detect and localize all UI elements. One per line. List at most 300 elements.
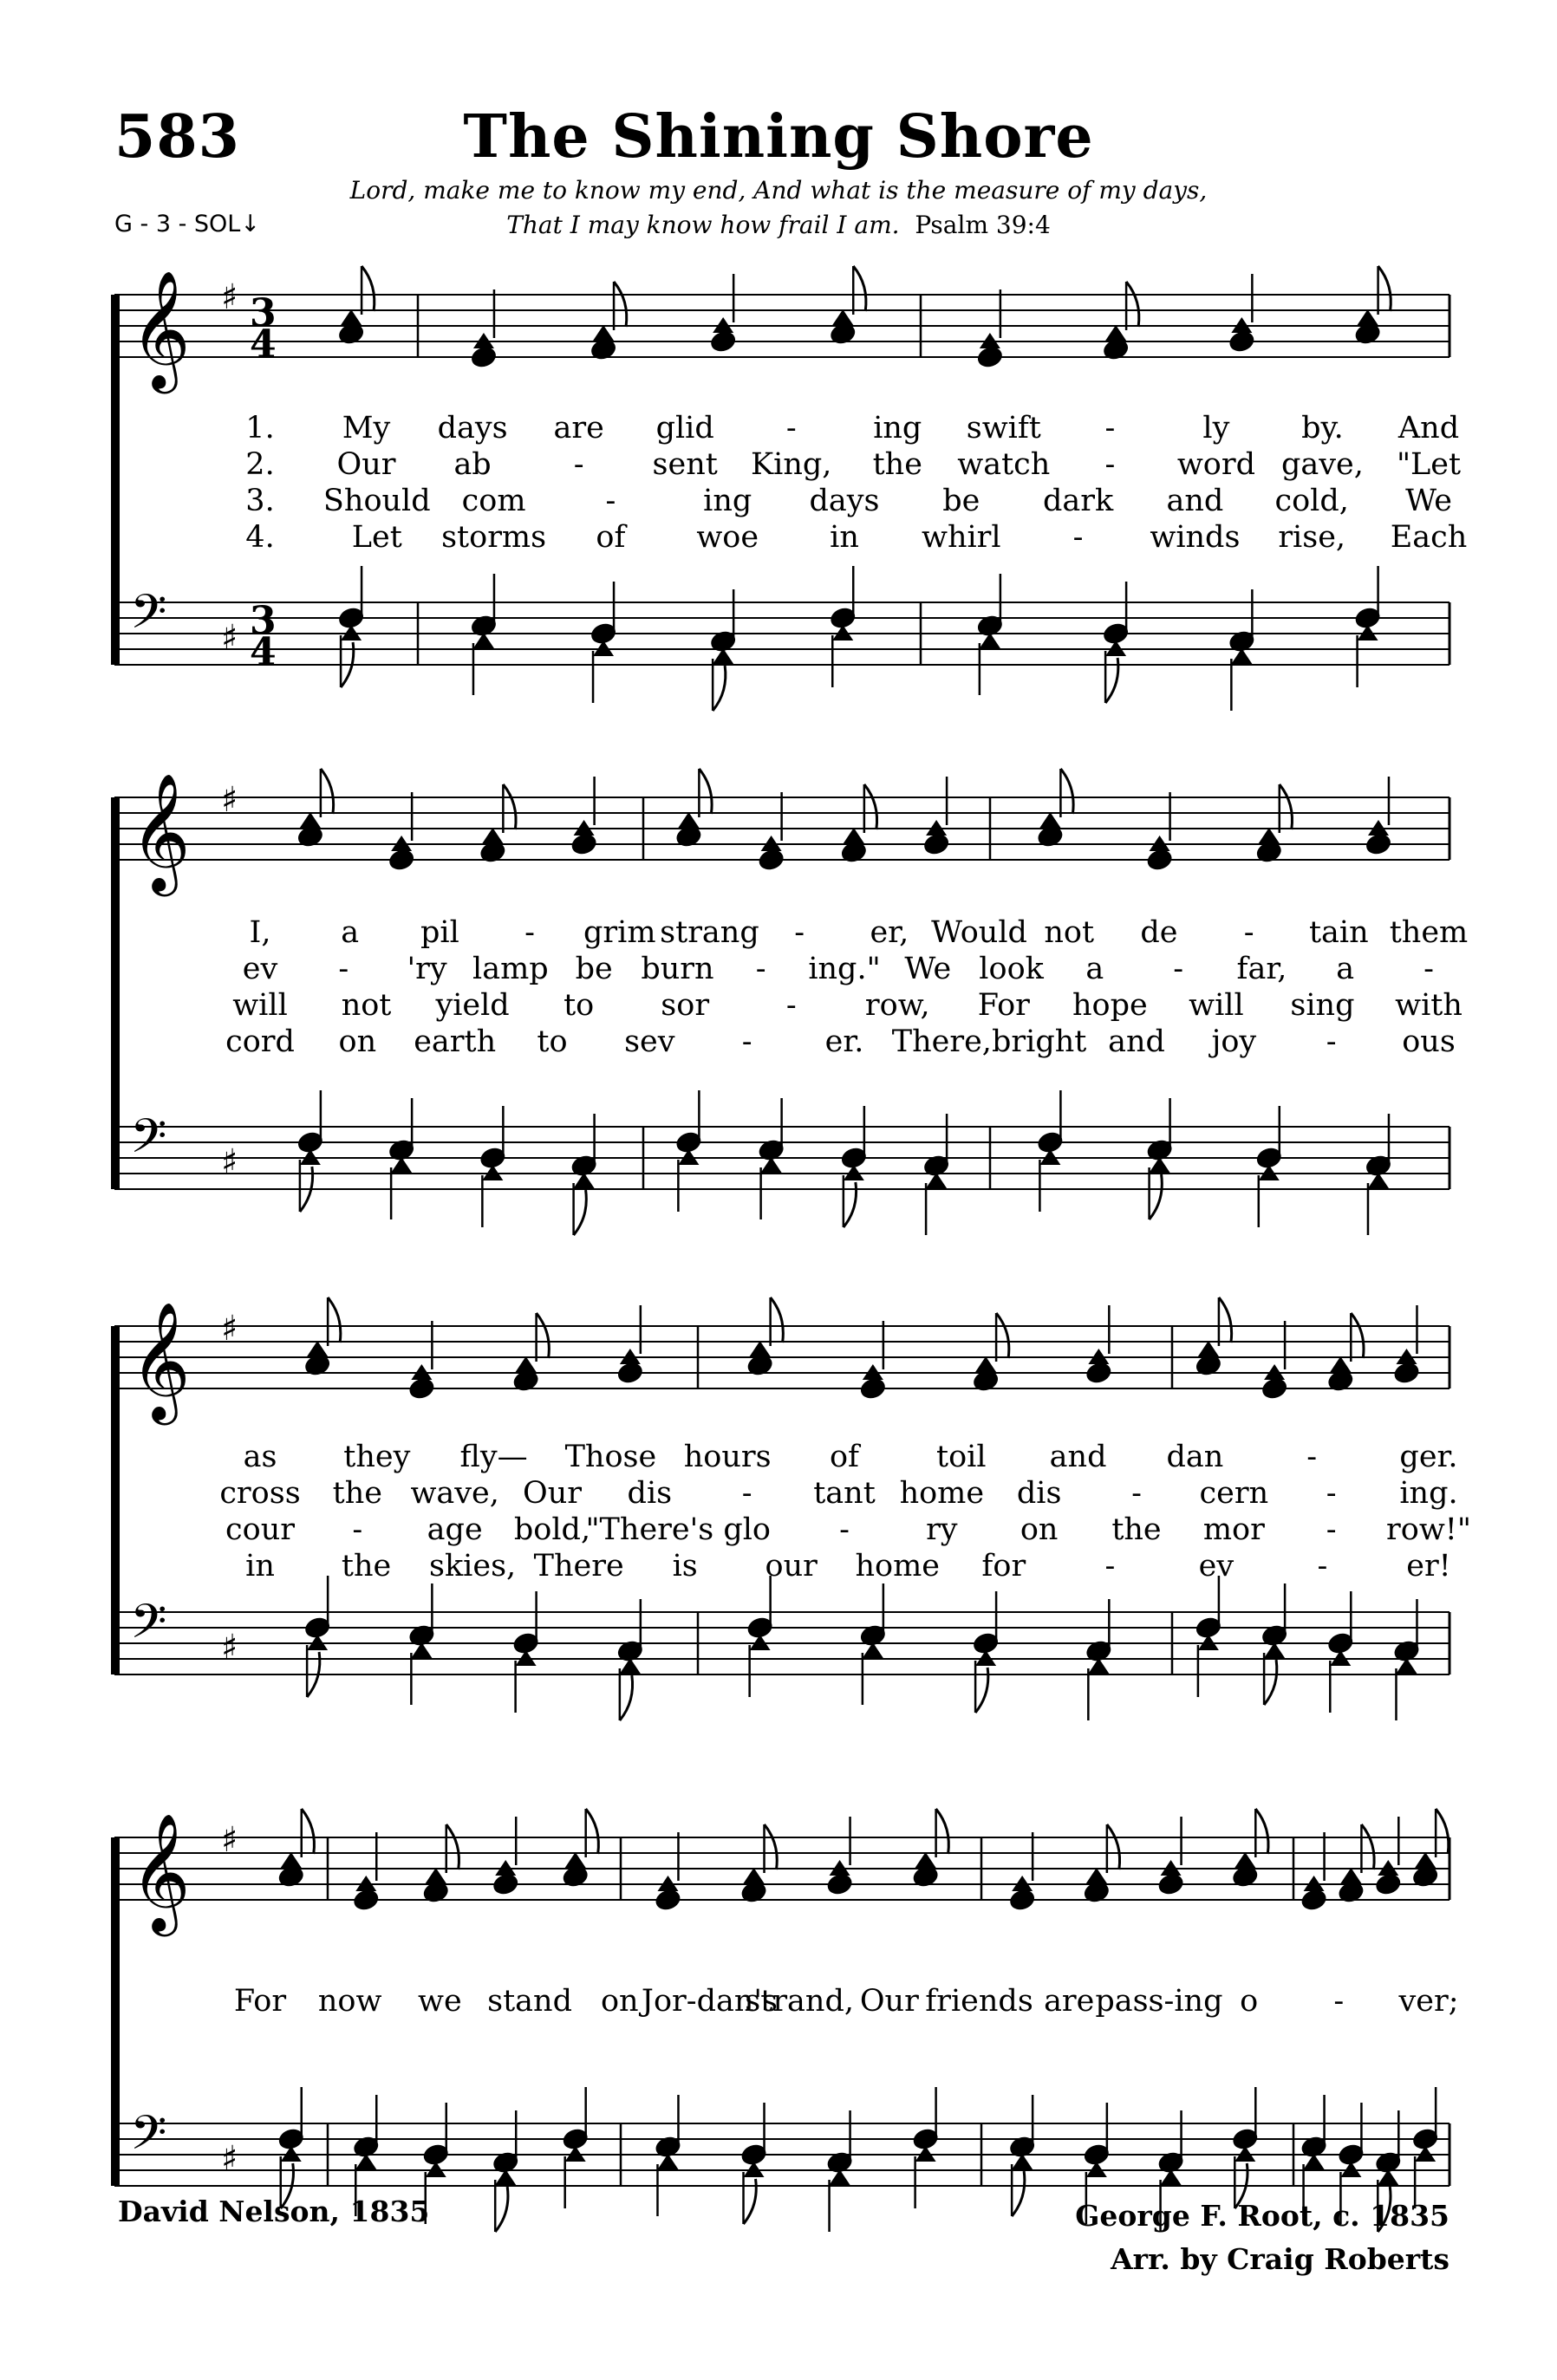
lyric-syllable: ver; (1398, 1984, 1459, 2019)
lyric-syllable: We (1405, 484, 1452, 518)
sharp-icon: ♯ (221, 1820, 238, 1860)
shape-note-head (355, 2154, 376, 2169)
shape-note-head (1358, 309, 1378, 325)
note-flag (503, 784, 516, 829)
lyric-syllable: bright (991, 1024, 1087, 1059)
notehead (1085, 1362, 1112, 1385)
notehead (1300, 1889, 1327, 1912)
lyric-syllable: - (741, 1476, 752, 1511)
lyric-syllable: - (338, 952, 349, 986)
lyric-syllable: lamp (472, 952, 549, 986)
lyric-syllable: - (785, 988, 797, 1023)
lyric-syllable: are (553, 411, 604, 445)
shape-note-head (1150, 1157, 1170, 1173)
lyric-syllable: There, (891, 1024, 992, 1059)
shape-note-head (1012, 2154, 1033, 2169)
shape-note-head (678, 812, 699, 828)
notehead (1146, 849, 1173, 872)
lyric-syllable: earth (414, 1024, 497, 1059)
shape-note-head (391, 1157, 412, 1173)
lyric-syllable: ing (873, 411, 922, 445)
lyric-syllable: My (342, 411, 391, 445)
note-flag (1361, 1824, 1374, 1870)
lyric-syllable: tant (813, 1476, 876, 1511)
lyric-syllable: will (1189, 988, 1244, 1023)
notehead (570, 833, 597, 856)
shape-note-head (863, 1642, 883, 1658)
shape-note-head (620, 1658, 641, 1674)
lyric-syllable: as (243, 1440, 277, 1474)
treble-clef-icon: 𝄞 (130, 1811, 191, 1931)
time-signature-bottom: 4 (250, 322, 277, 367)
shape-note-head (1088, 1658, 1109, 1674)
note-flag (1060, 769, 1073, 814)
notehead (616, 1362, 643, 1385)
lyric-syllable: sing (1290, 988, 1355, 1023)
lyric-syllable: - (741, 1024, 752, 1059)
lyric-syllable: to (564, 988, 595, 1023)
notehead (408, 1377, 435, 1401)
time-signature-bottom: 4 (250, 630, 277, 674)
shape-note-head (1368, 1173, 1389, 1188)
shape-note-head (307, 1341, 328, 1356)
shape-note-head (657, 2154, 678, 2169)
sharp-icon: ♯ (221, 1628, 238, 1668)
lyric-syllable: o (1240, 1984, 1259, 2019)
lyric-syllable: woe (696, 520, 759, 555)
lyric-syllable: winds (1150, 520, 1241, 555)
note-flag (853, 266, 866, 311)
notehead (470, 346, 497, 369)
lyric-syllable: not (341, 988, 392, 1023)
lyric-syllable: and (1108, 1024, 1165, 1059)
notehead (1393, 1362, 1420, 1385)
lyric-syllable: tain (1308, 915, 1369, 950)
note-flag (1219, 1297, 1232, 1343)
sharp-icon: ♯ (221, 780, 238, 820)
arranger-credit: Arr. by Craig Roberts (1111, 2242, 1450, 2276)
lyric-syllable: dark (1042, 484, 1114, 518)
lyric-syllable: sent (652, 447, 718, 482)
shape-note-head (1264, 1642, 1285, 1658)
lyric-syllable: be (575, 952, 613, 986)
lyric-syllable: ing." (808, 952, 881, 986)
lyric-syllable: - (605, 484, 616, 518)
shape-note-head (482, 828, 503, 843)
note-flag (1012, 2171, 1025, 2216)
lyric-syllable: row!" (1386, 1512, 1471, 1547)
lyric-syllable: whirl (921, 520, 1001, 555)
lyric-syllable: Those (564, 1440, 657, 1474)
lyric-syllable: row, (864, 988, 930, 1023)
treble-clef-icon: 𝄞 (130, 269, 191, 388)
lyric-syllable: a (1336, 952, 1355, 986)
lyric-syllable: to (537, 1024, 568, 1059)
lyric-syllable: - (1072, 520, 1084, 555)
lyric-syllable: ev (1198, 1549, 1235, 1583)
system-brace-bar (111, 295, 120, 665)
notehead (1228, 330, 1255, 354)
lyric-syllable: stand (487, 1984, 572, 2019)
lyric-syllable: and (1049, 1440, 1107, 1474)
lyric-syllable: dan (1166, 1440, 1224, 1474)
lyric-syllable: cold, (1274, 484, 1349, 518)
notehead (976, 346, 1003, 369)
shape-note-head (593, 325, 614, 341)
lyric-syllable: Should (322, 484, 431, 518)
scripture-text-2: That I may know how frail I am. (506, 211, 900, 239)
note-flag (1378, 266, 1391, 311)
notehead (758, 849, 785, 872)
lyric-syllable: - (524, 915, 535, 950)
scripture-reference: Psalm 39:4 (915, 211, 1051, 239)
sharp-icon: ♯ (221, 1309, 238, 1349)
lyric-syllable: sor (661, 988, 710, 1023)
shape-note-head (844, 828, 864, 843)
notehead (655, 1889, 681, 1912)
notehead (1009, 1889, 1036, 1912)
lyric-syllable: now (317, 1984, 382, 2019)
lyric-syllable: we (418, 1984, 462, 2019)
lyric-syllable: - (573, 447, 584, 482)
system-brace-bar (111, 1837, 120, 2186)
lyric-syllable: glid (655, 411, 714, 445)
lyric-syllable: - (755, 952, 766, 986)
lyric-syllable: word (1176, 447, 1255, 482)
shape-note-head (1161, 2169, 1182, 2185)
lyric-syllable: home (899, 1476, 985, 1511)
note-flag (1436, 1809, 1449, 1854)
lyric-syllable: er, (870, 915, 909, 950)
note-flag (574, 1190, 587, 1235)
lyric-syllable: fly— (459, 1440, 528, 1474)
lyric-syllable: the (1111, 1512, 1162, 1547)
lyric-syllable: - (1317, 1549, 1328, 1583)
lyric-syllable: a (1085, 952, 1104, 986)
words-credit: David Nelson, 1835 (118, 2195, 430, 2228)
lyric-syllable: King, (751, 447, 832, 482)
lyric-syllable: ing. (1399, 1476, 1458, 1511)
lyric-syllable: - (1131, 1476, 1142, 1511)
lyric-syllable: on (1020, 1512, 1059, 1547)
lyric-syllable: ab (453, 447, 492, 482)
lyric-syllable: - (1104, 1549, 1116, 1583)
lyric-syllable: ing (703, 484, 752, 518)
shape-note-head (300, 812, 321, 828)
note-flag (446, 1824, 459, 1870)
time-signature-top: 3 (250, 291, 277, 335)
note-flag (1126, 282, 1139, 327)
lyric-syllable: the (341, 1549, 392, 1583)
lyric-syllable: de (1140, 915, 1178, 950)
shape-note-head (750, 1341, 771, 1356)
lyric-syllable: I, (249, 915, 271, 950)
shape-note-head (926, 1173, 947, 1188)
system-brace-bar (111, 797, 120, 1189)
notehead (710, 330, 737, 354)
lyric-syllable: joy (1211, 1024, 1257, 1059)
lyric-syllable: glo (723, 1512, 772, 1547)
note-flag (1150, 1174, 1163, 1219)
bass-clef-icon: 𝄢 (130, 1109, 167, 1175)
lyric-syllable: cour (225, 1512, 295, 1547)
lyric-syllable: home (855, 1549, 941, 1583)
lyric-syllable: the (872, 447, 922, 482)
lyric-syllable: on (600, 1984, 639, 2019)
lyric-syllable: Our (523, 1476, 582, 1511)
shape-note-head (1105, 325, 1126, 341)
lyric-syllable: er! (1406, 1549, 1451, 1583)
music-credit (1075, 2195, 1450, 2281)
lyric-syllable: Each (1390, 520, 1468, 555)
lyric-syllable: - (1306, 1440, 1318, 1474)
note-flag (620, 1675, 633, 1720)
lyric-syllable: - (1423, 952, 1434, 986)
time-signature-top: 3 (250, 599, 277, 643)
lyric-syllable: for (981, 1549, 1026, 1583)
lyric-syllable: toil (936, 1440, 987, 1474)
lyric-syllable: are (1044, 1984, 1095, 2019)
lyric-syllable: of (829, 1440, 860, 1474)
shape-note-head (411, 1642, 432, 1658)
note-flag (1255, 1809, 1268, 1854)
shape-note-head (473, 633, 494, 648)
lyric-syllable: days (809, 484, 880, 518)
sharp-icon: ♯ (221, 277, 238, 317)
lyric-syllable: - (1326, 1512, 1337, 1547)
note-flag (996, 1313, 1009, 1358)
shape-note-head (915, 1852, 936, 1868)
lyric-syllable: - (839, 1512, 850, 1547)
note-flag (1351, 1313, 1364, 1358)
shape-note-head (1235, 1852, 1255, 1868)
shape-note-head (1198, 1341, 1219, 1356)
shape-note-head (744, 1868, 765, 1883)
shape-note-head (341, 309, 362, 325)
lyric-syllable: ger. (1399, 1440, 1458, 1474)
lyric-syllable: they (343, 1440, 411, 1474)
scripture-text-1: Lord, make me to know my end, And what is the measure of my days, (349, 176, 1208, 205)
shape-note-head (830, 2169, 850, 2185)
hymn-number: 583 (114, 102, 240, 172)
shape-note-head (713, 648, 733, 664)
shape-note-head (1340, 1868, 1361, 1883)
lyric-syllable: the (332, 1476, 382, 1511)
lyric-syllable: is (672, 1549, 698, 1583)
shape-note-head (975, 1356, 996, 1372)
lyric-syllable: Our (336, 447, 396, 482)
lyric-syllable: burn (641, 952, 714, 986)
lyric-syllable: mor (1202, 1512, 1265, 1547)
shape-note-head (761, 1157, 782, 1173)
lyric-syllable: sev (624, 1024, 675, 1059)
notehead (859, 1377, 886, 1401)
lyric-syllable: - (1333, 1984, 1345, 2019)
lyric-syllable: er. (824, 1024, 864, 1059)
composer-credit: George F. Root, c. 1835 (1075, 2199, 1450, 2233)
bass-clef-icon: 𝄢 (130, 2105, 167, 2172)
lyric-syllable: 4. (245, 520, 275, 555)
lyric-syllable: our (765, 1549, 818, 1583)
lyric-syllable: by. (1301, 411, 1344, 445)
lyric-syllable: We (904, 952, 952, 986)
lyric-syllable: 1. (245, 411, 275, 445)
shape-note-head (1378, 2169, 1398, 2185)
lyric-syllable: dis (627, 1476, 673, 1511)
lyric-syllable: There (533, 1549, 624, 1583)
lyric-syllable: gave, (1281, 447, 1364, 482)
lyric-syllable: in (245, 1549, 275, 1583)
note-flag (495, 2187, 508, 2232)
lyric-syllable: - (1326, 1024, 1337, 1059)
lyric-syllable: cern (1199, 1476, 1269, 1511)
note-flag (586, 1809, 599, 1854)
lyric-syllable: hours (683, 1440, 772, 1474)
lyric-syllable: com (461, 484, 526, 518)
lyric-syllable: - (1104, 447, 1116, 482)
lyric-syllable: "Let (1396, 447, 1462, 482)
lyric-syllable: pass-ing (1095, 1984, 1223, 2019)
lyric-syllable: on (338, 1024, 377, 1059)
lyric-syllable: - (1104, 411, 1116, 445)
lyric-syllable: and (1166, 484, 1224, 518)
lyric-syllable: wave, (410, 1476, 499, 1511)
notehead (388, 849, 415, 872)
lyric-syllable: swift (966, 411, 1041, 445)
lyric-syllable: be (942, 484, 980, 518)
lyric-syllable: "There's (585, 1512, 714, 1547)
note-flag (321, 769, 334, 814)
shape-note-head (1086, 1868, 1107, 1883)
note-flag (699, 769, 712, 814)
lyric-syllable: Would (931, 915, 1027, 950)
notehead (923, 833, 950, 856)
lyric-syllable: age (427, 1512, 483, 1547)
lyric-syllable: 2. (245, 447, 275, 482)
lyric-syllable: 'ry (407, 952, 447, 986)
note-flag (537, 1313, 550, 1358)
shape-note-head (565, 1852, 586, 1868)
lyric-syllable: far, (1236, 952, 1287, 986)
note-flag (614, 282, 627, 327)
lyric-syllable: skies, (429, 1549, 517, 1583)
lyric-syllable: For (977, 988, 1030, 1023)
shape-note-head (1039, 812, 1060, 828)
bass-clef-icon: 𝄢 (130, 1594, 167, 1661)
lyric-syllable: - (352, 1512, 363, 1547)
tune-key: G - 3 - SOL↓ (114, 211, 260, 237)
notehead (492, 1873, 519, 1896)
notehead (1365, 833, 1392, 856)
shape-note-head (426, 1868, 446, 1883)
note-flag (713, 666, 726, 711)
lyric-syllable: with (1395, 988, 1463, 1023)
lyric-syllable: - (785, 411, 797, 445)
notehead (1157, 1873, 1184, 1896)
sharp-icon: ♯ (221, 2139, 238, 2179)
lyric-syllable: bold, (513, 1512, 591, 1547)
shape-note-head (281, 1852, 302, 1868)
lyric-syllable: them (1389, 915, 1469, 950)
lyric-syllable: of (596, 520, 626, 555)
lyric-syllable: Let (351, 520, 402, 555)
notehead (1261, 1377, 1288, 1401)
lyric-syllable: - (1243, 915, 1254, 950)
lyric-syllable: watch (957, 447, 1051, 482)
lyric-syllable: ry (926, 1512, 958, 1547)
lyric-syllable: friends (925, 1984, 1033, 2019)
lyric-syllable: dis (1016, 1476, 1062, 1511)
lyric-syllable: in (830, 520, 859, 555)
lyric-syllable: rise, (1278, 520, 1346, 555)
treble-clef-icon: 𝄞 (130, 1300, 191, 1420)
lyric-syllable: strand, (745, 1984, 855, 2019)
shape-note-head (1415, 1852, 1436, 1868)
lyric-syllable: Jor-dan's (641, 1984, 778, 2019)
notehead (826, 1873, 853, 1896)
note-flag (362, 266, 375, 311)
lyric-syllable: not (1044, 915, 1095, 950)
system-brace-bar (111, 1326, 120, 1674)
treble-clef-icon: 𝄞 (130, 771, 191, 891)
lyric-syllable: will (232, 988, 288, 1023)
shape-note-head (1304, 2154, 1325, 2169)
shape-note-head (495, 2169, 516, 2185)
lyric-syllable: strang (660, 915, 759, 950)
lyric-syllable: a (341, 915, 360, 950)
lyric-syllable: storms (441, 520, 547, 555)
notehead (1375, 1873, 1402, 1896)
lyric-syllable: ly (1202, 411, 1230, 445)
lyric-syllable: - (794, 915, 805, 950)
hymn-title: The Shining Shore (463, 102, 1094, 172)
lyric-syllable: pil (420, 915, 459, 950)
shape-note-head (1231, 648, 1252, 664)
note-flag (1107, 1824, 1120, 1870)
lyric-syllable: cross (219, 1476, 301, 1511)
shape-note-head (574, 1173, 595, 1188)
lyric-syllable: grim (583, 915, 656, 950)
note-flag (1280, 784, 1293, 829)
shape-note-head (1330, 1356, 1351, 1372)
lyric-syllable: look (979, 952, 1044, 986)
lyric-syllable: 3. (245, 484, 275, 518)
lyric-syllable: days (437, 411, 508, 445)
lyric-syllable: And (1397, 411, 1460, 445)
lyric-syllable: Our (859, 1984, 919, 2019)
note-flag (936, 1809, 949, 1854)
sharp-icon: ♯ (221, 618, 238, 658)
notehead (353, 1889, 380, 1912)
lyric-syllable: ev (242, 952, 278, 986)
lyric-syllable: cord (225, 1024, 295, 1059)
lyric-syllable: yield (435, 988, 510, 1023)
note-flag (328, 1297, 341, 1343)
shape-note-head (980, 633, 1000, 648)
lyric-syllable: - (1173, 952, 1184, 986)
shape-note-head (516, 1356, 537, 1372)
sharp-icon: ♯ (221, 1142, 238, 1182)
note-flag (1264, 1660, 1277, 1705)
note-flag (864, 784, 877, 829)
note-flag (771, 1297, 784, 1343)
note-flag (302, 1809, 315, 1854)
lyric-syllable: - (1326, 1476, 1337, 1511)
shape-note-head (832, 309, 853, 325)
lyric-syllable: For (233, 1984, 287, 2019)
shape-note-head (1259, 828, 1280, 843)
bass-clef-icon: 𝄢 (130, 584, 167, 651)
